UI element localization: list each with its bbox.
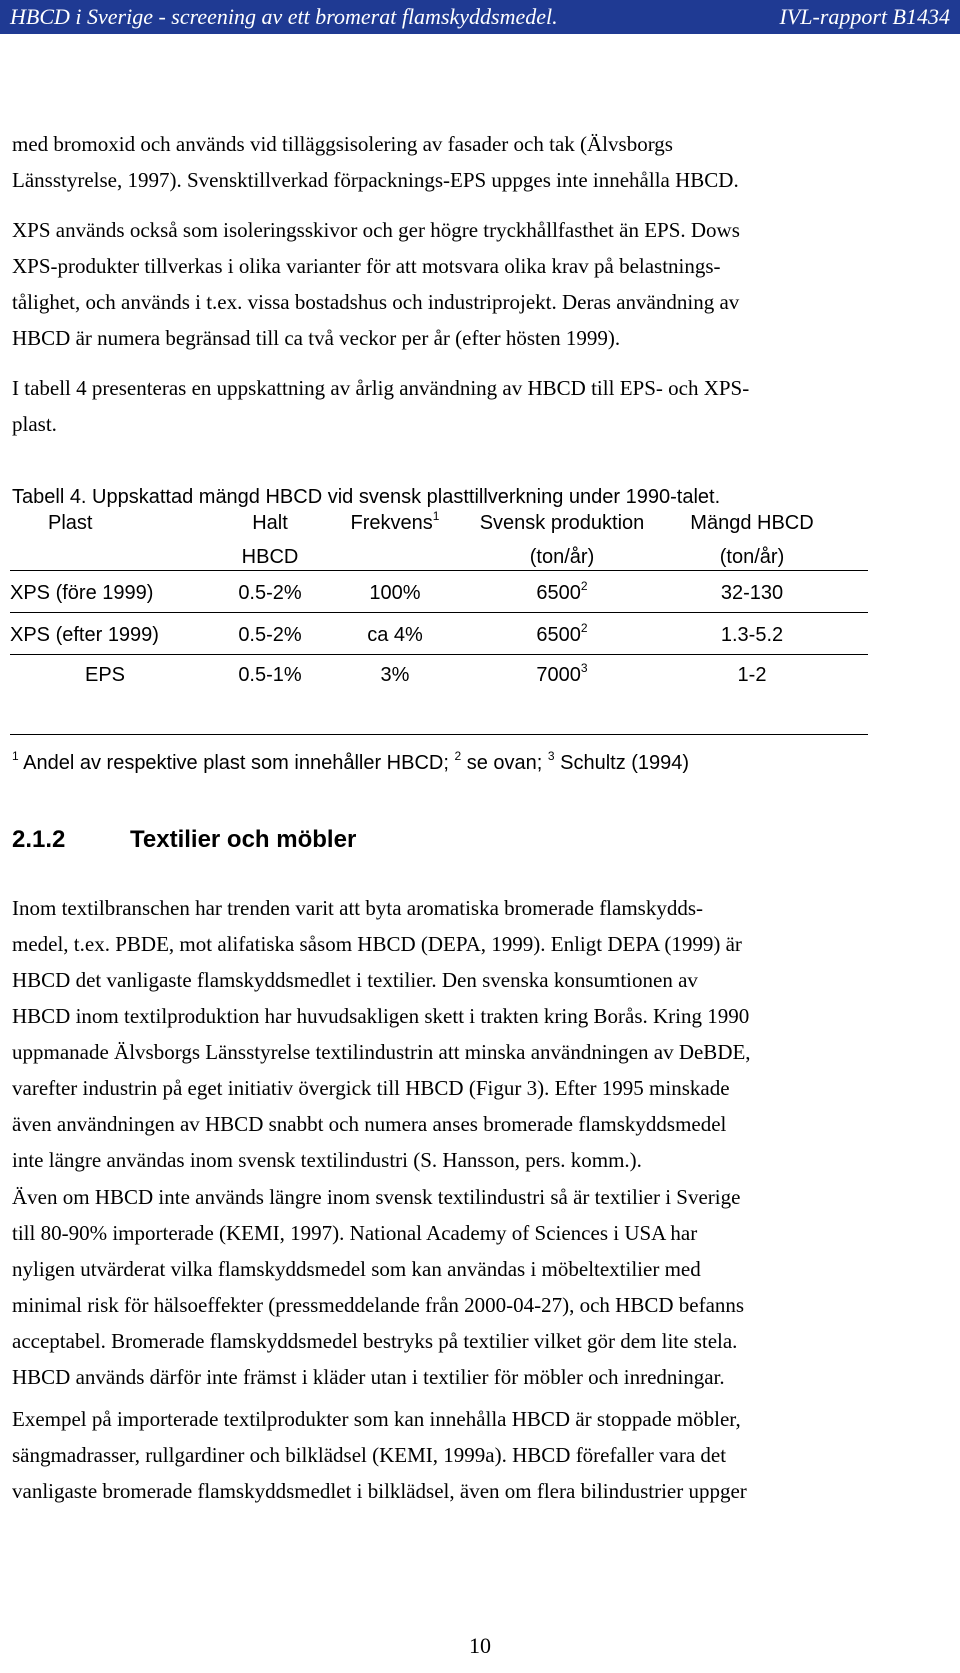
section-heading xyxy=(12,826,356,854)
header-frekvens xyxy=(320,506,470,540)
text-line: medel, t.ex. PBDE, mot alifatiska såsom HBCD (DEPA, 1999). Enligt DEPA (1999) är xyxy=(12,932,742,956)
cell-halt: 0.5-1% xyxy=(238,664,302,686)
text-line: även användningen av HBCD snabbt och numera anses bromerade flamskyddsmedel xyxy=(12,1112,727,1136)
cell-halt: 0.5-2% xyxy=(238,582,302,604)
footnote-text: Schultz (1994) xyxy=(554,752,690,774)
text-line: inte längre användas inom svensk textilindustri (S. Hansson, pers. komm.). xyxy=(12,1148,642,1172)
footnote-mark: 2 xyxy=(454,749,462,763)
text-line: Länsstyrelse, 1997). Svensktillverkad förpacknings-EPS uppges inte innehålla HBCD. xyxy=(12,168,739,192)
text-line: uppmanade Älvsborgs Länsstyrelse textilindustrin att minska användningen av DeBDE, xyxy=(12,1040,751,1064)
xps-paragraph xyxy=(12,212,944,356)
footnote-mark: 3 xyxy=(580,661,588,675)
cell-mangd: 32-130 xyxy=(720,582,784,604)
section-number: 2.1.2 xyxy=(12,826,66,853)
text-line: Även om HBCD inte används längre inom svensk textilindustri så är textilier i Sverige xyxy=(12,1185,741,1209)
text-line: I tabell 4 presenteras en uppskattning av årlig användning av HBCD till EPS- och XPS- xyxy=(12,376,750,400)
text-line: Exempel på importerade textilprodukter som kan innehålla HBCD är stoppade möbler, xyxy=(12,1407,741,1431)
text-line: HBCD inom textilproduktion har huvudsakligen skett i trakten kring Borås. Kring 1990 xyxy=(12,1004,750,1028)
text-line: nyligen utvärderat vilka flamskyddsmedel som kan användas i möbeltextilier med xyxy=(12,1257,701,1281)
text-line: med bromoxid och används vid tilläggsisolering av fasader och tak (Älvsborgs xyxy=(12,132,673,156)
cell-produktion-value: 7000 xyxy=(536,664,581,686)
cell-mangd: 1.3-5.2 xyxy=(720,624,784,646)
cell-frekvens: 3% xyxy=(380,664,410,686)
cell-produktion xyxy=(452,658,672,692)
header-title: HBCD i Sverige - screening av ett bromerat flamskyddsmedel. xyxy=(10,4,558,29)
text-line: HBCD används därför inte främst i kläder utan i textilier för möbler och inredningar. xyxy=(12,1365,725,1389)
footnote-mark: 1 xyxy=(432,509,440,523)
cell-frekvens: ca 4% xyxy=(367,624,423,646)
text-line: Inom textilbranschen har trenden varit att byta aromatiska bromerade flamskydds- xyxy=(12,896,704,920)
cell-mangd: 1-2 xyxy=(737,664,767,686)
header-mangd-line2: (ton/år) xyxy=(719,546,785,568)
text-line: varefter industrin på eget initiativ övergick till HBCD (Figur 3). Efter 1995 minskade xyxy=(12,1076,730,1100)
table-footnote xyxy=(12,749,690,775)
tabell-paragraph xyxy=(12,370,944,442)
text-line: XPS-produkter tillverkas i olika varianter för att motsvara olika krav på belastnings- xyxy=(12,254,721,278)
text-line: HBCD är numera begränsad till ca två veckor per år (efter hösten 1999). xyxy=(12,326,621,350)
text-line: sängmadrasser, rullgardiner och bilklädsel (KEMI, 1999a). HBCD förefaller vara det xyxy=(12,1443,727,1467)
table-rule-top xyxy=(10,570,868,571)
text-line: acceptabel. Bromerade flamskyddsmedel bestryks på textilier vilket gör dem lite stela. xyxy=(12,1329,738,1353)
cell-produktion-value: 6500 xyxy=(536,624,581,646)
text-line: HBCD det vanligaste flamskyddsmedlet i textilier. Den svenska konsumtionen av xyxy=(12,968,698,992)
table-rule xyxy=(10,612,868,613)
table-rule-bottom xyxy=(10,734,868,735)
header-plast xyxy=(48,506,158,540)
text-line: vanligaste bromerade flamskyddsmedlet i bilklädsel, även om flera bilindustrier uppger xyxy=(12,1479,747,1503)
page-header xyxy=(0,0,960,34)
header-report-id: IVL-rapport B1434 xyxy=(779,4,950,29)
page-number: 10 xyxy=(469,1633,491,1658)
intro-paragraph xyxy=(12,126,944,198)
header-produktion xyxy=(452,506,672,574)
footnote-text: Andel av respektive plast som innehåller HBCD; xyxy=(18,752,455,774)
header-mangd-line1: Mängd HBCD xyxy=(690,512,814,534)
header-halt-line1: Halt xyxy=(252,512,288,534)
header-halt-line2: HBCD xyxy=(241,546,299,568)
header-plast-text: Plast xyxy=(48,512,93,534)
footnote-mark: 2 xyxy=(580,621,588,635)
cell-produktion xyxy=(452,576,672,610)
footnote-text: se ovan; xyxy=(461,752,548,774)
cell-plast: EPS xyxy=(84,664,126,686)
table-rule xyxy=(10,654,868,655)
header-frekvens-text: Frekvens xyxy=(350,512,433,534)
header-mangd xyxy=(662,506,842,574)
text-line: minimal risk för hälsoeffekter (pressmeddelande från 2000-04-27), och HBCD befanns xyxy=(12,1293,745,1317)
footnote-mark: 2 xyxy=(580,579,588,593)
hbcd-table xyxy=(10,509,868,734)
text-line: till 80-90% importerade (KEMI, 1997). National Academy of Sciences i USA har xyxy=(12,1221,698,1245)
cell-produktion xyxy=(452,618,672,652)
cell-plast: XPS (efter 1999) xyxy=(10,624,159,646)
text-line: tålighet, och används i t.ex. vissa bostadshus och industriprojekt. Deras användning av xyxy=(12,290,740,314)
cell-halt: 0.5-2% xyxy=(238,624,302,646)
header-produktion-line1: Svensk produktion xyxy=(479,512,645,534)
header-produktion-line2: (ton/år) xyxy=(529,546,595,568)
footnote-mark: 1 xyxy=(12,749,19,763)
import-paragraph xyxy=(12,1179,944,1395)
exempel-paragraph xyxy=(12,1401,944,1509)
cell-frekvens: 100% xyxy=(369,582,421,604)
textil-paragraph xyxy=(12,890,944,1178)
text-line: XPS används också som isoleringsskivor och ger högre tryckhållfasthet än EPS. Dows xyxy=(12,218,740,242)
text-line: plast. xyxy=(12,412,57,436)
cell-produktion-value: 6500 xyxy=(536,582,581,604)
header-halt xyxy=(210,506,330,574)
table-caption: Tabell 4. Uppskattad mängd HBCD vid svensk plasttillverkning under 1990-talet. xyxy=(12,486,721,508)
cell-plast: XPS (före 1999) xyxy=(10,582,154,604)
footnote-mark: 3 xyxy=(547,749,555,763)
section-title: Textilier och möbler xyxy=(130,826,357,853)
